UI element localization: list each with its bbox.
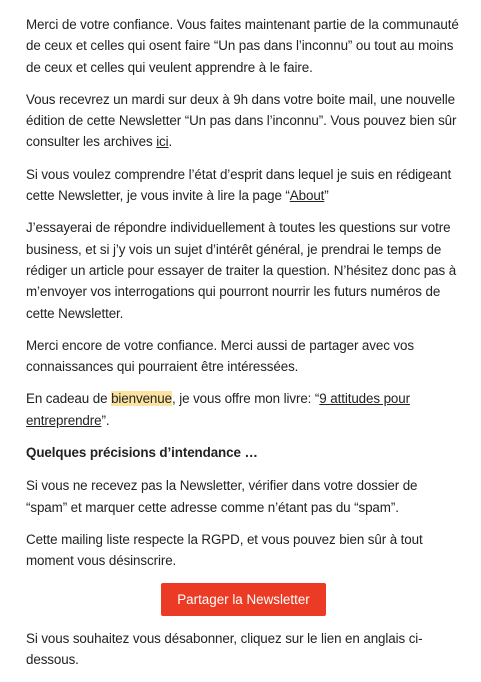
archives-link[interactable]: ici	[156, 134, 169, 150]
schedule-text: Vous recevrez un mardi sur deux à 9h dans votre boite mail, une nouvelle édition de cette Newsletter “Un pas dans l’inconnu”. Vous pouvez bien sûr consulter les archives	[26, 91, 457, 150]
welcome-paragraph: Merci de votre confiance. Vous faites maintenant partie de la communauté de ceux et celles qui osent faire “Un pas dans l’inconnu” ou tout au moins de ceux et celles qui veulent apprendre à le faire.	[26, 17, 459, 75]
gift-text: En cadeau de	[26, 391, 112, 407]
gift-text-end: ”.	[101, 412, 110, 428]
thanks-paragraph: Merci encore de votre confiance. Merci aussi de partager avec vos connaissances qui pourraient être intéressées.	[26, 337, 414, 375]
highlighted-word: bienvenue	[111, 391, 172, 407]
about-text: Si vous voulez comprendre l’état d’esprit dans lequel je suis en rédigeant cette Newsletter, je vous invite à lire la page “	[26, 166, 452, 204]
rgpd-paragraph: Cette mailing liste respecte la RGPD, et vous pouvez bien sûr à tout moment vous désinscrire.	[26, 531, 423, 569]
section-heading: Quelques précisions d’intendance …	[26, 445, 258, 461]
about-paragraph	[26, 164, 461, 207]
about-text-end: ”	[324, 188, 329, 204]
unsubscribe-paragraph: Si vous souhaitez vous désabonner, cliquez sur le lien en anglais ci-dessous.	[26, 630, 423, 667]
about-link[interactable]: About	[289, 188, 325, 204]
questions-paragraph: J’essayerai de répondre individuellement à toutes les questions sur votre business, et si j’y vois un sujet d’intérêt général, je prendrai le temps de rédiger un article pour essayer de traiter la question. N’hésitez donc pas à m’envoyer vos interrogations qui pourront nourrir les futurs numéros de cette Newsletter.	[26, 220, 457, 321]
gift-text-middle: , je vous offre mon livre: “	[171, 391, 320, 407]
book-link[interactable]: 9 attitudes pour entreprendre	[26, 391, 410, 428]
share-newsletter-button[interactable]: Partager la Newsletter	[161, 583, 325, 616]
schedule-text-end: .	[168, 134, 173, 150]
share-button-container	[26, 583, 461, 616]
gift-paragraph	[26, 388, 461, 431]
spam-paragraph: Si vous ne recevez pas la Newsletter, vérifier dans votre dossier de “spam” et marquer cette adresse comme n’étant pas du “spam”.	[26, 478, 418, 515]
schedule-paragraph	[26, 89, 461, 153]
